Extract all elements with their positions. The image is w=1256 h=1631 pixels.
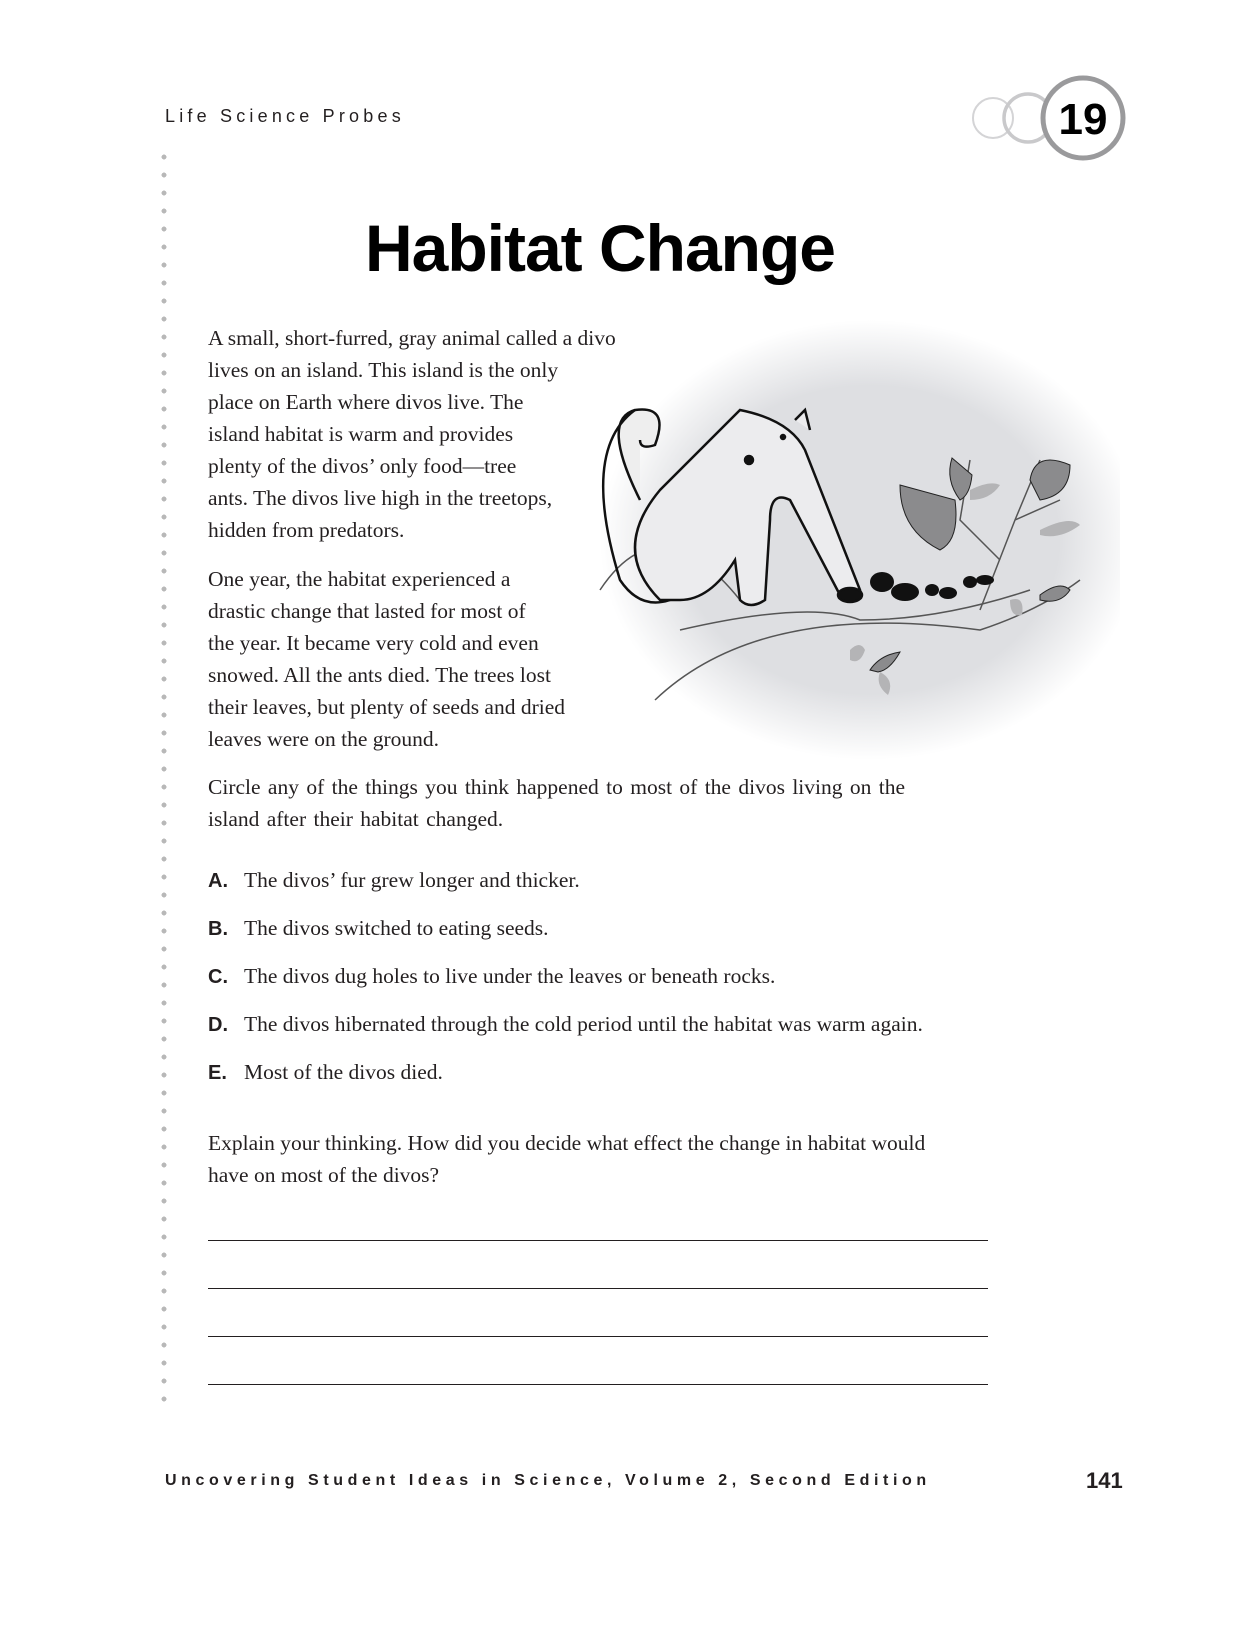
text-line: have on most of the divos? xyxy=(208,1163,440,1187)
option-text: The divos’ fur grew longer and thicker. xyxy=(244,868,580,892)
option-letter: B. xyxy=(208,918,228,940)
text-line: plenty of the divos’ only food—tree xyxy=(208,454,517,478)
probe-number: 19 xyxy=(1058,95,1108,144)
text-line: hidden from predators. xyxy=(208,518,405,542)
text-line: One year, the habitat experienced a xyxy=(208,567,511,591)
option-text: The divos switched to eating seeds. xyxy=(244,916,549,940)
dotted-margin-rule xyxy=(161,148,167,1408)
option-letter: D. xyxy=(208,1014,228,1036)
option-letter: C. xyxy=(208,966,228,988)
option-c[interactable] xyxy=(208,964,775,989)
text-line: ants. The divos live high in the treetops, xyxy=(208,486,553,510)
text-line: place on Earth where divos live. The xyxy=(208,390,524,414)
page-number: 141 xyxy=(1086,1468,1123,1493)
divo-on-branch-illustration xyxy=(560,300,1120,760)
explain-prompt xyxy=(208,1127,925,1191)
page-title: Habitat Change xyxy=(364,211,836,285)
option-e[interactable] xyxy=(208,1060,443,1085)
text-line: leaves were on the ground. xyxy=(208,727,440,751)
answer-line[interactable] xyxy=(208,1336,988,1337)
section-header: Life Science Probes xyxy=(165,106,405,126)
text-line: island habitat is warm and provides xyxy=(208,422,514,446)
text-line: snowed. All the ants died. The trees lost xyxy=(208,663,551,687)
option-text: The divos hibernated through the cold period until the habitat was warm again. xyxy=(244,1012,923,1036)
text-line: drastic change that lasted for most of xyxy=(208,599,526,623)
option-letter: E. xyxy=(208,1062,227,1084)
answer-line[interactable] xyxy=(208,1240,988,1241)
option-text: Most of the divos died. xyxy=(244,1060,443,1084)
text-line: the year. It became very cold and even xyxy=(208,631,539,655)
question-prompt xyxy=(208,771,905,835)
book-title-footer: Uncovering Student Ideas in Science, Volume 2, Second Edition xyxy=(165,1472,931,1489)
text-line: lives on an island. This island is the only xyxy=(208,358,559,382)
option-text: The divos dug holes to live under the leaves or beneath rocks. xyxy=(244,964,776,988)
text-line: island after their habitat changed. xyxy=(208,807,504,831)
option-letter: A. xyxy=(208,870,228,892)
text-line: A small, short-furred, gray animal called a divo xyxy=(208,326,616,350)
option-b[interactable] xyxy=(208,916,549,941)
answer-line[interactable] xyxy=(208,1288,988,1289)
option-a[interactable] xyxy=(208,868,580,893)
text-line: Circle any of the things you think happened to most of the divos living on the xyxy=(208,775,906,799)
option-d[interactable] xyxy=(208,1012,923,1037)
probe-number-badge xyxy=(960,70,1140,170)
text-line: Explain your thinking. How did you decide what effect the change in habitat would xyxy=(208,1131,926,1155)
text-line: their leaves, but plenty of seeds and dried xyxy=(208,695,566,719)
paragraph-intro xyxy=(208,322,616,546)
paragraph-change xyxy=(208,563,565,755)
answer-line[interactable] xyxy=(208,1384,988,1385)
